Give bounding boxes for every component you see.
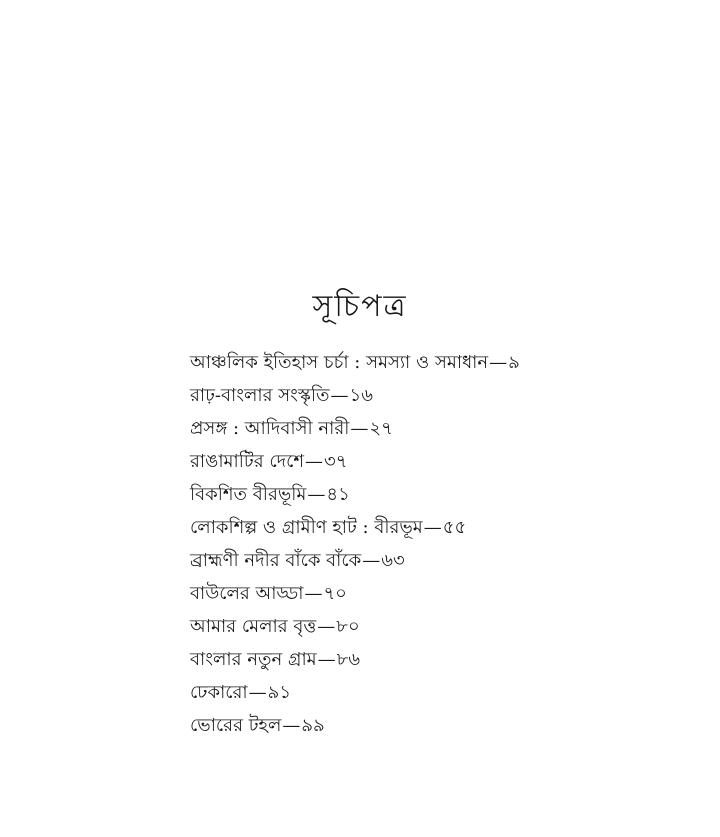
toc-entry	[190, 511, 690, 544]
toc-dash: —	[330, 385, 349, 406]
toc-entry	[190, 346, 690, 379]
toc-entry-title: লোকশিল্প ও গ্রামীণ হাট : বীরভূম	[190, 517, 423, 538]
table-of-contents	[190, 346, 690, 742]
toc-entry-page: ৮৬	[336, 649, 361, 670]
toc-dash: —	[350, 418, 369, 439]
toc-entry	[190, 379, 690, 412]
toc-entry-title: বিকশিত বীরভূমি	[190, 484, 307, 505]
toc-entry-title: রাঙামাটির দেশে	[190, 451, 304, 472]
toc-entry-page: ৬৩	[381, 550, 405, 571]
toc-dash: —	[304, 583, 323, 604]
toc-entry	[190, 610, 690, 643]
toc-entry-page: ৪১	[326, 484, 350, 505]
toc-entry-page: ৫৫	[442, 517, 467, 538]
toc-entry-page: ৭০	[323, 583, 347, 604]
toc-entry-title: ঢেকারো	[190, 682, 248, 703]
toc-entry	[190, 478, 690, 511]
toc-entry	[190, 445, 690, 478]
toc-entry-page: ১৬	[349, 385, 373, 406]
toc-entry	[190, 544, 690, 577]
toc-dash: —	[304, 451, 323, 472]
toc-dash: —	[489, 352, 508, 373]
toc-entry	[190, 643, 690, 676]
toc-entry	[190, 676, 690, 709]
toc-entry-page: ২৭	[369, 418, 393, 439]
toc-dash: —	[362, 550, 381, 571]
toc-dash: —	[423, 517, 442, 538]
toc-dash: —	[317, 616, 336, 637]
toc-entry-page: ৯	[508, 352, 520, 373]
toc-entry-title: রাঢ়-বাংলার সংস্কৃতি	[190, 385, 330, 406]
toc-entry-page: ৯৯	[301, 715, 325, 736]
toc-entry-title: ব্রাহ্মণী নদীর বাঁকে বাঁকে	[190, 550, 362, 571]
toc-entry-page: ৯১	[267, 682, 292, 703]
toc-entry-title: ভোরের টহল	[190, 715, 282, 736]
toc-entry-title: প্রসঙ্গ : আদিবাসী নারী	[190, 418, 350, 439]
toc-entry-page: ৩৭	[323, 451, 348, 472]
toc-entry-title: বাউলের আড্ডা	[190, 583, 304, 604]
toc-entry-title: আমার মেলার বৃত্ত	[190, 616, 317, 637]
toc-entry	[190, 412, 690, 445]
toc-entry	[190, 577, 690, 610]
toc-entry	[190, 709, 690, 742]
toc-dash: —	[317, 649, 336, 670]
toc-dash: —	[307, 484, 326, 505]
toc-dash: —	[282, 715, 301, 736]
toc-entry-title: আঞ্চলিক ইতিহাস চর্চা : সমস্যা ও সমাধান	[190, 352, 489, 373]
toc-entry-title: বাংলার নতুন গ্রাম	[190, 649, 317, 670]
toc-dash: —	[248, 682, 267, 703]
toc-entry-page: ৮০	[336, 616, 360, 637]
page-title: সূচিপত্র	[312, 289, 408, 324]
